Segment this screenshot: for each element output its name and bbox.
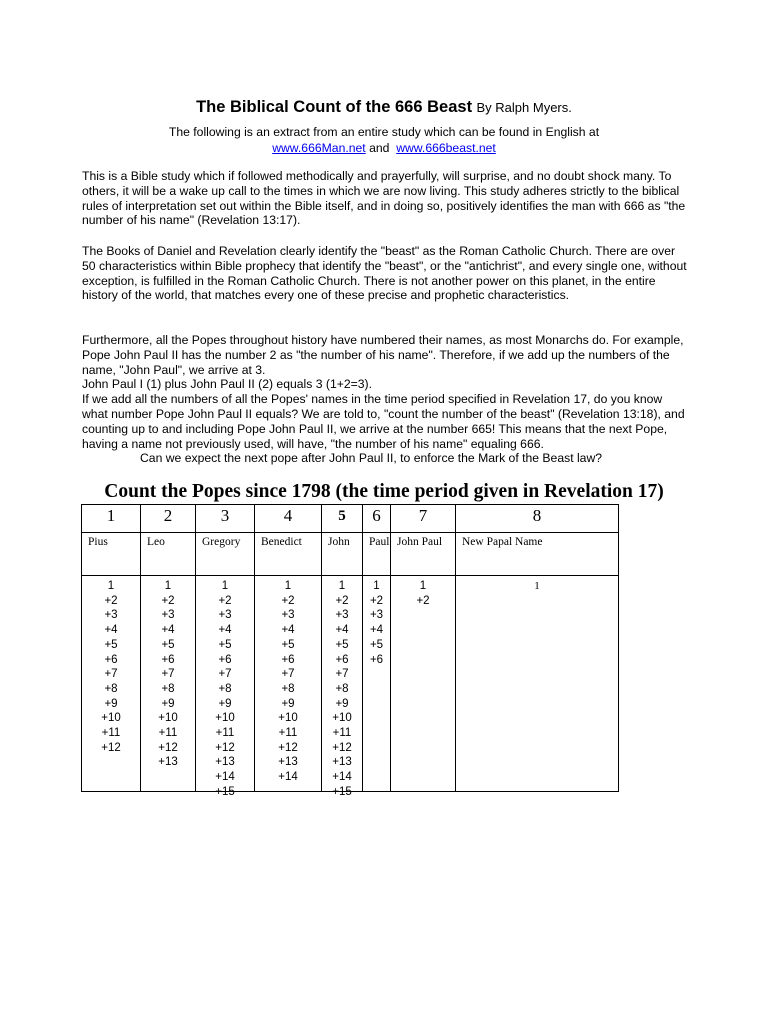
paragraph-3 — [82, 333, 688, 466]
count-value: +12 — [101, 741, 121, 754]
paragraph-3c-text: If we add all the numbers of all the Popes' names in the time period specified in Revelation 17, do you know what number Pope John Paul II equals? We are told to, "count the number of the beast" (Revelation 13:18), and counting up to and including Pope John Paul II, we arrive at the number 665! This means that the next Pope, having a name not previously used, will have, "the number of his name" equaling 666. — [82, 392, 685, 451]
count-value: +15 — [332, 785, 352, 798]
count-value: +2 — [104, 594, 118, 607]
column-number: 5 — [322, 505, 363, 533]
column-number: 6 — [363, 505, 391, 533]
count-value: +10 — [278, 712, 298, 725]
count-list — [255, 579, 321, 791]
count-value: +10 — [215, 712, 235, 725]
count-cell — [255, 576, 322, 792]
count-cell — [196, 576, 255, 798]
count-list — [82, 579, 140, 791]
count-value: +10 — [101, 712, 121, 725]
pope-name: Gregory — [196, 533, 255, 576]
count-value: +5 — [218, 638, 232, 651]
count-value: 1 — [534, 580, 540, 592]
count-value: +4 — [281, 624, 295, 637]
count-value: +12 — [278, 741, 298, 754]
count-value: +6 — [281, 653, 295, 666]
pope-name: John — [322, 533, 363, 576]
table-heading: Count the Popes since 1798 (the time period given in Revelation 17) — [104, 481, 664, 502]
paragraph-3d-text: Can we expect the next pope after John Paul II, to enforce the Mark of the Beast law? — [140, 451, 603, 466]
count-list — [196, 579, 254, 798]
count-value: +3 — [281, 609, 295, 622]
count-value: +7 — [218, 668, 232, 681]
count-value: +7 — [161, 668, 175, 681]
count-value: +4 — [161, 624, 175, 637]
count-value: 1 — [107, 580, 115, 592]
count-value: +2 — [218, 594, 232, 607]
count-value: +5 — [281, 638, 295, 651]
count-value: +8 — [218, 682, 232, 695]
count-value: +11 — [158, 727, 178, 740]
intro-links — [80, 140, 688, 156]
link-666beast[interactable]: www.666beast.net — [396, 141, 496, 155]
count-cell — [391, 576, 456, 792]
count-value: +13 — [215, 756, 235, 769]
count-value: +2 — [161, 594, 175, 607]
count-value: +10 — [332, 712, 352, 725]
count-value: +5 — [104, 638, 118, 651]
count-value: +9 — [161, 697, 175, 710]
count-value: +2 — [416, 594, 430, 607]
count-value: +4 — [104, 624, 118, 637]
count-cell — [322, 576, 363, 798]
count-value: +14 — [278, 771, 298, 784]
paragraph-1 — [82, 169, 688, 228]
column-number: 2 — [141, 505, 196, 533]
popes-count-table — [81, 504, 619, 798]
count-value: +3 — [369, 609, 384, 622]
count-value: +3 — [218, 609, 232, 622]
count-value: +13 — [158, 756, 178, 769]
paragraph-3b-text: John Paul I (1) plus John Paul II (2) equals 3 (1+2=3). — [82, 377, 372, 392]
pope-name: Leo — [141, 533, 196, 576]
count-value: +11 — [278, 727, 298, 740]
count-value: +15 — [215, 785, 235, 798]
count-list — [322, 579, 362, 798]
table-row-counts — [82, 576, 619, 792]
column-number: 1 — [82, 505, 141, 533]
count-value: +2 — [335, 594, 349, 607]
table-row-names — [82, 533, 619, 576]
title — [0, 98, 768, 117]
count-value: +8 — [335, 682, 349, 695]
count-list — [141, 579, 195, 791]
intro — [80, 124, 688, 156]
count-value: +5 — [369, 638, 384, 651]
count-value: +5 — [335, 638, 349, 651]
count-value: +12 — [158, 741, 178, 754]
pope-name: Paul — [363, 533, 391, 576]
count-value: +3 — [104, 609, 118, 622]
count-value: +9 — [335, 697, 349, 710]
link-666man[interactable]: www.666Man.net — [272, 141, 366, 155]
count-value: +11 — [215, 727, 235, 740]
count-value: +6 — [335, 653, 349, 666]
count-value: +8 — [281, 682, 295, 695]
table-row-numbers — [82, 505, 619, 533]
pope-name: John Paul — [391, 533, 456, 576]
pope-name: New Papal Name — [456, 533, 619, 576]
count-value: +9 — [104, 697, 118, 710]
count-value: +13 — [278, 756, 298, 769]
count-value: +4 — [369, 624, 384, 637]
column-number: 7 — [391, 505, 456, 533]
intro-text: The following is an extract from an entire study which can be found in English at — [168, 125, 600, 139]
count-cell — [141, 576, 196, 792]
count-value: +6 — [161, 653, 175, 666]
count-value: +7 — [335, 668, 349, 681]
intro-and: and — [369, 141, 390, 155]
count-value: 1 — [221, 580, 229, 592]
document-title: The Biblical Count of the 666 Beast — [196, 98, 473, 116]
count-value: +13 — [332, 756, 352, 769]
count-value: +11 — [101, 727, 121, 740]
column-number: 8 — [456, 505, 619, 533]
count-value: +8 — [161, 682, 175, 695]
count-value: +14 — [215, 771, 235, 784]
count-value: +14 — [332, 771, 352, 784]
count-list — [456, 579, 618, 791]
count-value: +3 — [161, 609, 175, 622]
paragraph-1-text: This is a Bible study which if followed methodically and prayerfully, will surprise, and no doubt shock many. To others, it will be a wake up call to the times in which we are now living. This study adheres strictly to the biblical rules of interpretation set out within the Bible itself, and in doing so, positively identifies the man with 666 as "the number of his name" (Revelation 13:17). — [82, 169, 686, 228]
count-value: +9 — [281, 697, 295, 710]
count-list — [391, 579, 455, 791]
paragraph-2 — [82, 244, 688, 303]
author-byline: By Ralph Myers. — [476, 100, 572, 115]
count-value: +6 — [369, 653, 384, 666]
paragraph-2-text: The Books of Daniel and Revelation clearly identify the "beast" as the Roman Catholic Church. There are over 50 characteristics within Bible prophecy that identify the "beast", or the "antichrist", and every single one, without exception, is fulfilled in the Roman Catholic Church. There is not another power on this planet, in the entire history of the world, that matches every one of these precise and prophetic characteristics. — [82, 244, 687, 303]
count-value: +2 — [369, 594, 384, 607]
pope-name: Pius — [82, 533, 141, 576]
count-value: +8 — [104, 682, 118, 695]
count-value: +6 — [104, 653, 118, 666]
count-value: +12 — [215, 741, 235, 754]
count-value: +5 — [161, 638, 175, 651]
count-cell — [456, 576, 619, 792]
count-cell — [82, 576, 141, 792]
count-value: +6 — [218, 653, 232, 666]
count-value: +12 — [332, 741, 352, 754]
paragraph-3a-text: Furthermore, all the Popes throughout history have numbered their names, as most Monarchs do. For example, Pope John Paul II has the number 2 as "the number of his name". Therefore, if we add up the numbers of the name, "John Paul", we arrive at 3. — [82, 333, 684, 377]
count-value: +4 — [218, 624, 232, 637]
count-list — [363, 579, 390, 791]
count-value: 1 — [419, 580, 427, 592]
count-value: 1 — [164, 580, 172, 592]
count-value: +7 — [281, 668, 295, 681]
count-value: +2 — [281, 594, 295, 607]
count-value: 1 — [338, 580, 346, 592]
count-cell — [363, 576, 391, 792]
count-value: +3 — [335, 609, 349, 622]
count-value: +7 — [104, 668, 118, 681]
pope-name: Benedict — [255, 533, 322, 576]
count-value: 1 — [284, 580, 292, 592]
count-value: +4 — [335, 624, 349, 637]
count-value: +11 — [332, 727, 352, 740]
count-value: +10 — [158, 712, 178, 725]
count-value: +9 — [218, 697, 232, 710]
count-value: 1 — [373, 580, 380, 592]
column-number: 3 — [196, 505, 255, 533]
column-number: 4 — [255, 505, 322, 533]
